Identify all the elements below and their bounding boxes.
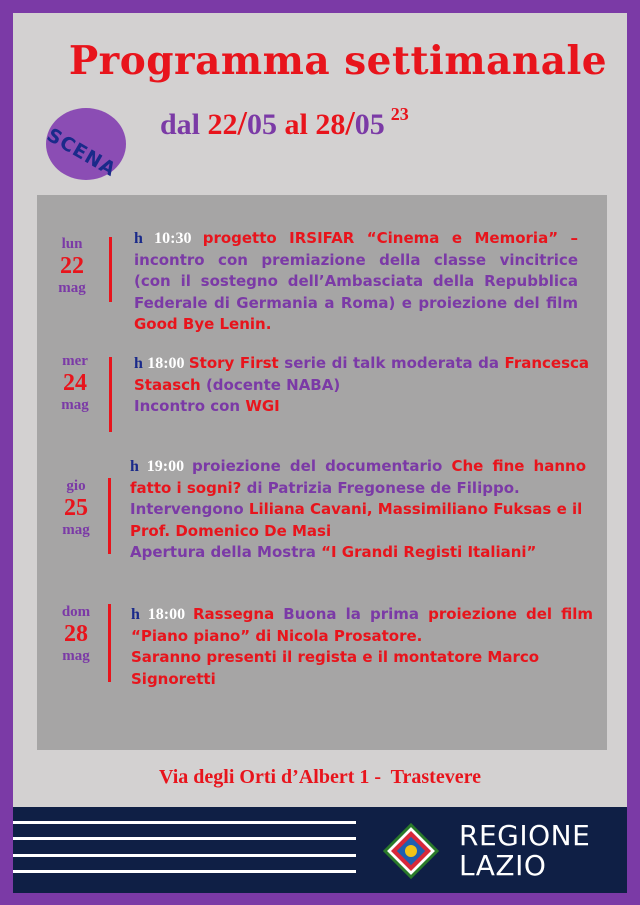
- event-text-segment: Liliana Cavani, Massimiliano Fuksas e il Prof. Domenico De Masi: [130, 500, 583, 540]
- event-divider: [109, 237, 112, 302]
- event-text: [131, 604, 593, 647]
- event-text-segment: Good Bye Lenin.: [134, 315, 272, 333]
- hour-prefix: h: [134, 355, 148, 372]
- date-slash: /: [345, 105, 355, 142]
- region-name: [459, 821, 590, 881]
- event-time: 18:00: [147, 606, 193, 623]
- event-description: [134, 228, 578, 336]
- event-text-segment: Incontro con: [134, 397, 246, 415]
- event-text: [134, 228, 578, 336]
- event-day: 24: [63, 370, 87, 396]
- footer-stripe: [13, 837, 356, 840]
- event-month: mag: [61, 397, 89, 413]
- event-time: 10:30: [154, 230, 203, 247]
- event-text-segment: “I Grandi Registi Italiani”: [321, 543, 537, 561]
- scena-logo-text: SCENA: [43, 124, 121, 182]
- hour-prefix: h: [131, 606, 148, 623]
- event-date: [44, 236, 100, 297]
- date-slash: /: [237, 105, 247, 142]
- event-month: mag: [62, 522, 90, 538]
- event-text: [134, 353, 589, 396]
- event-day: 28: [64, 621, 88, 647]
- event-text-segment: Che fine hanno fatto i sogni?: [130, 457, 587, 497]
- event-text-segment: Buona la prima: [274, 605, 429, 623]
- event-text-segment: proiezione del documentario: [192, 457, 452, 475]
- event-text-line: [130, 542, 586, 564]
- footer-stripe: [13, 821, 356, 824]
- region-line-2: LAZIO: [459, 849, 547, 882]
- event-description: [131, 604, 593, 690]
- footer-band: [13, 807, 627, 893]
- event-time: 18:00: [147, 355, 189, 372]
- footer-stripe: [13, 854, 356, 857]
- event-weekday: gio: [66, 478, 86, 494]
- event-month: mag: [58, 280, 86, 296]
- event-divider: [108, 604, 111, 682]
- event-text-segment: di Patrizia Fregonese de Filippo.: [241, 478, 520, 497]
- to-day: 28: [315, 108, 346, 141]
- event-weekday: lun: [61, 236, 83, 252]
- event-divider: [109, 357, 112, 432]
- to-word: al: [284, 108, 308, 141]
- event-text-segment: Francesca Staasch: [134, 354, 590, 394]
- event-text-segment: Story First: [188, 354, 279, 372]
- year: 23: [390, 104, 409, 124]
- event-divider: [108, 478, 111, 554]
- event-text-segment: (docente NABA): [200, 375, 341, 394]
- event-weekday: mer: [62, 353, 88, 369]
- event-description: [130, 456, 586, 564]
- from-day: 22: [207, 108, 238, 141]
- event-text-line: [131, 647, 593, 690]
- event-date: [48, 604, 104, 665]
- event-month: mag: [62, 648, 90, 664]
- date-range: [160, 104, 409, 143]
- event-text-line: [130, 499, 586, 542]
- event-description: [134, 353, 589, 418]
- event-text-segment: Saranno presenti il regista e il montatore Marco Signoretti: [131, 648, 540, 688]
- event-weekday: dom: [61, 604, 91, 620]
- event-text: [130, 456, 586, 499]
- hour-prefix: h: [130, 458, 147, 475]
- region-line-1: REGIONE: [459, 819, 591, 852]
- event-text-segment: Intervengono: [130, 500, 249, 518]
- event-text-segment: progetto IRSIFAR “Cinema e Memoria” –: [202, 229, 579, 247]
- event-date: [48, 478, 104, 539]
- to-month: 05: [354, 108, 385, 141]
- event-date: [47, 353, 103, 414]
- event-text-line: [134, 396, 589, 418]
- from-word: dal: [160, 108, 201, 141]
- event-text-segment: WGI: [245, 397, 280, 415]
- page-title: Programma settimanale: [68, 38, 608, 84]
- event-text-segment: proiezione del film “Piano piano” di Nicola Prosatore.: [131, 605, 593, 645]
- event-day: 25: [64, 495, 88, 521]
- venue-address: Via degli Orti d’Albert 1 - Trastevere: [159, 766, 481, 788]
- event-text-segment: Rassegna: [192, 605, 275, 623]
- from-month: 05: [246, 108, 277, 141]
- regione-lazio-emblem-icon: [383, 823, 439, 879]
- event-day: 22: [60, 253, 84, 279]
- hour-prefix: h: [134, 230, 155, 247]
- event-text-segment: incontro con premiazione della classe vincitrice (con il sostegno dell’Ambasciata della Repubblica Federale di Germania a Roma) e proiezione del film: [134, 250, 578, 312]
- event-time: 19:00: [146, 458, 193, 475]
- footer-stripe: [13, 870, 356, 873]
- event-text-segment: Apertura della Mostra: [130, 543, 322, 561]
- event-text-segment: serie di talk moderata da: [278, 354, 505, 372]
